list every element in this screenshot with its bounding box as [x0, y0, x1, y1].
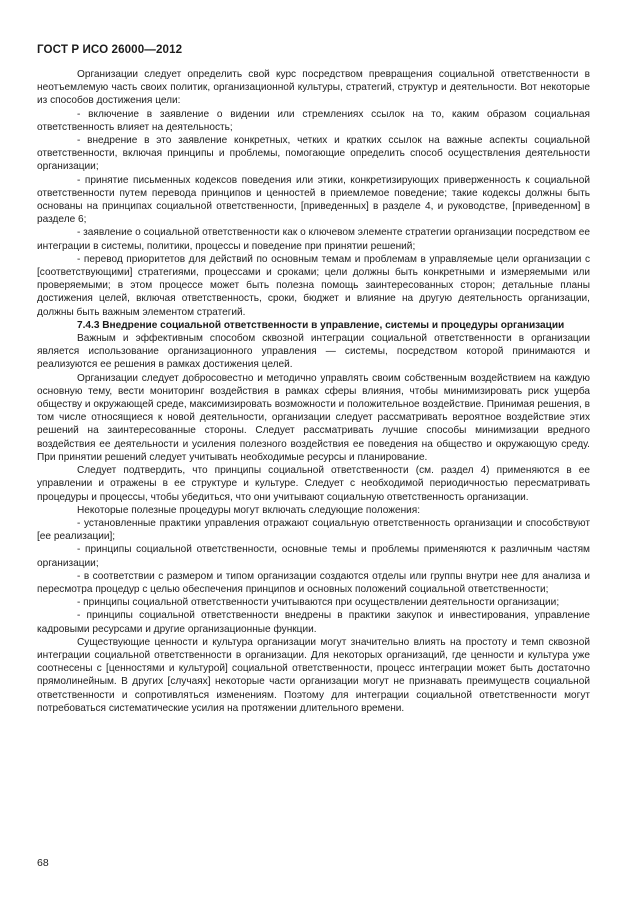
section-paragraph: Следует подтвердить, что принципы социальной ответственности (см. раздел 4) применяются в ее управлении и отражены в ее структуре и культуре. Следует с необходимой периодичностью пересматривать процедуры и процессы, чтобы убедиться, что они учитывают социальную ответственность организации.	[37, 465, 590, 503]
section-paragraph: Некоторые полезные процедуры могут включать следующие положения:	[77, 504, 421, 516]
intro-paragraph: Организации следует определить свой курс посредством превращения социальной ответственности в неотъемлемую часть своих политик, организационной культуры, стратегий, структур и деятельности. Вот некоторые из способов достижения цели:	[37, 69, 590, 107]
page-body	[37, 68, 590, 715]
list-item: - принципы социальной ответственности, основные темы и проблемы применяются к различным частям организации;	[37, 544, 590, 569]
list-item: - перевод приоритетов для действий по основным темам и проблемам в управляемые цели организации с [соответствующими] стратегиями, процессами и сроками; цели должны быть конкретными и измеряемыми или проверяемыми; в этом процессе может быть полезна помощь заинтересованных сторон; детальные планы достижения целей, включая ответственность, сроки, бюджет и влияние на другую деятельность организации, должны быть важным элементом стратегий.	[37, 253, 590, 318]
section-paragraph: Важным и эффективным способом сквозной интеграции социальной ответственности в организации является использование организационного управления — системы, посредством которой принимаются и реализуются ее решения в рамках достижения целей.	[37, 333, 590, 371]
list-item: - принятие письменных кодексов поведения или этики, конкретизирующих приверженность к социальной ответственности путем перевода принципов и ценностей в приемлемое поведение; такие кодексы должны быть основаны на принципах социальной ответственности, [приведенных] в разделе 4, и руководстве, [приведенном] в разделе 6;	[37, 174, 590, 226]
list-item: - в соответствии с размером и типом организации создаются отделы или группы внутри нее для анализа и пересмотра процедур с целью обеспечения принципов и основных положений социальной ответственности;	[37, 570, 590, 595]
list-item: - принципы социальной ответственности внедрены в практики закупок и инвестирования, управление кадровыми ресурсами и другие организационные функции.	[37, 610, 590, 635]
list-item: - установленные практики управления отражают социальную ответственность организации и способствуют [ее реализации];	[37, 517, 590, 543]
section-paragraph: Существующие ценности и культура организации могут значительно влиять на простоту и темп сквозной интеграции социальной ответственности в организации. Для некоторых организаций, где ценности и культура уже соотнесены с [ценностями и культурой] социальной ответственности, процесс интеграции может быть достаточно прямолинейным. В других [случаях] некоторые части организации могут не признавать преимуществ социальной ответственности и сопротивляться изменениям. Поэтому для интеграции социальной ответственности могут потребоваться систематические усилия на протяжении длительного времени.	[37, 636, 590, 714]
section-paragraph: Организации следует добросовестно и методично управлять своим собственным воздействием на каждую основную тему, вести мониторинг воздействия в рамках сферы влияния, чтобы минимизировать риск ущерба обществу и окружающей среде, максимизировать возможности и положительное воздействие. Принимая решения, в том числе относящиеся к новой деятельности, организации следует рассматривать вероятное воздействие этих решений на заинтересованные стороны. Следует рассматривать лучшие способы минимизации вредного воздействия ее деятельности и усиления полезного воздействия ее поведения на общество и окружающую среду. При принятии решений следует учитывать необходимые ресурсы и планирование.	[37, 372, 590, 463]
list-item: - принципы социальной ответственности учитываются при осуществлении деятельности организации;	[77, 597, 560, 609]
list-item: - заявление о социальной ответственности как о ключевом элементе стратегии организации посредством ее интеграции в системы, политики, процессы и поведение при принятии решений;	[37, 227, 590, 252]
list-item: - внедрение в это заявление конкретных, четких и кратких ссылок на важные аспекты социальной ответственности, включая принципы и проблемы, помогающие определить способ осуществления деятельности организации;	[37, 135, 590, 173]
section-heading: 7.4.3 Внедрение социальной ответственности в управление, системы и процедуры организации	[77, 319, 565, 331]
list-item: - включение в заявление о видении или стремлениях ссылок на то, каким образом социальная ответственность влияет на деятельность;	[37, 108, 590, 133]
document-header: ГОСТ Р ИСО 26000—2012	[37, 43, 183, 56]
page-number: 68	[37, 857, 49, 869]
